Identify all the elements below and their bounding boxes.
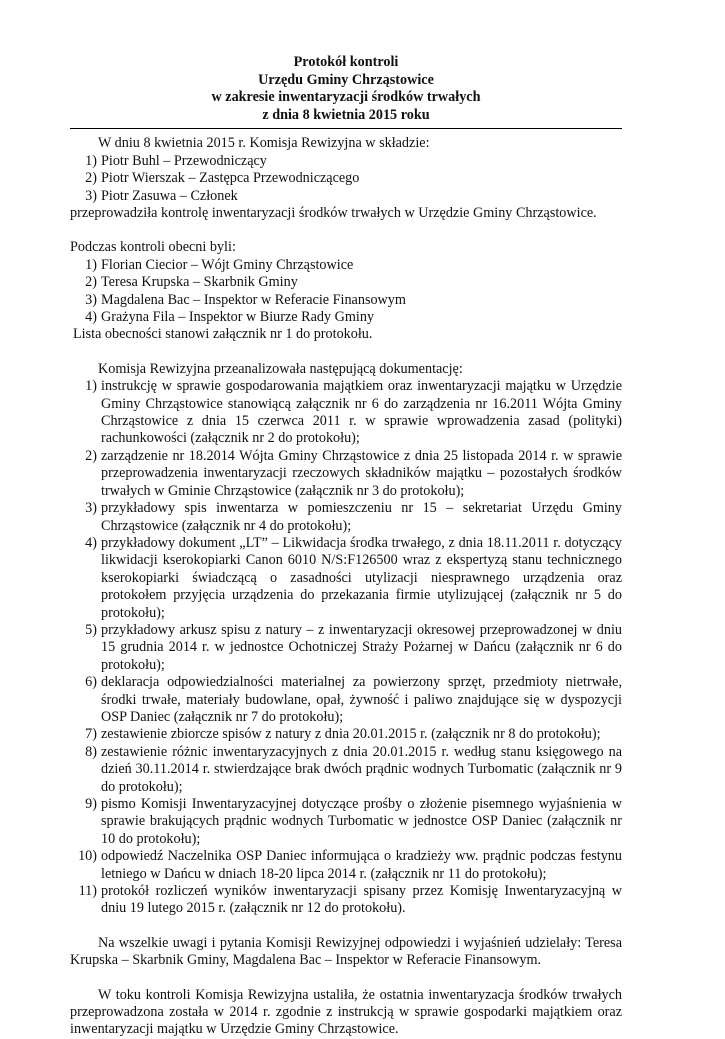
list-item <box>70 153 622 170</box>
item-text: przykładowy dokument „LT” – Likwidacja środka trwałego, z dnia 18.11.2011 r. dotyczący likwidacji kserokopiarki Canon 6010 N/S:F126500 wraz z ekspertyzą stanu technicznego kserokopiarki świadczącą o zasadności utylizacji niesprawnego urządzenia oraz protokołem przyjęcia urządzenia do przekazania firmie utylizującej (załącznik nr 5 do protokołu); <box>101 534 622 621</box>
intro-closing: przeprowadziła kontrolę inwentaryzacji środków trwałych w Urzędzie Gminy Chrząstowice. <box>70 205 597 221</box>
attendance-note: Lista obecności stanowi załącznik nr 1 do protokołu. <box>73 326 373 343</box>
item-text: Piotr Zasuwa – Członek <box>101 187 238 204</box>
item-number: 10) <box>78 848 97 865</box>
list-item <box>70 309 622 326</box>
document-page <box>70 54 622 1039</box>
item-text: Magdalena Bac – Inspektor w Referacie Finansowym <box>101 291 406 308</box>
item-number: 8) <box>85 743 97 760</box>
item-number: 7) <box>85 726 97 743</box>
list-item <box>70 257 622 274</box>
list-item <box>70 848 622 883</box>
item-text: przykładowy arkusz spisu z natury – z inwentaryzacji okresowej przeprowadzonej w dniu 15 grudnia 2014 r. w jednostce Ochotniczej Straży Pożarnej w Dańcu (załącznik nr 6 do protokołu); <box>101 621 622 673</box>
item-number: 1) <box>85 256 97 273</box>
list-item <box>70 500 622 535</box>
item-text: zestawienie zbiorcze spisów z natury z dnia 20.01.2015 r. (załącznik nr 8 do protokołu); <box>101 726 601 743</box>
explanations-paragraph: Na wszelkie uwagi i pytania Komisji Rewizyjnej odpowiedzi i wyjaśnień udzielały: Teresa Krupska – Skarbnik Gminy, Magdalena Bac – Inspektor w Referacie Finansowym. <box>70 934 622 969</box>
item-text: Teresa Krupska – Skarbnik Gminy <box>101 274 298 291</box>
item-text: zestawienie różnic inwentaryzacyjnych z dnia 20.01.2015 r. według stanu księgowego na dzień 30.11.2014 r. stwierdzające brak dwóch prądnic wodnych Turbomatic (załącznik nr 9 do protokołu); <box>101 743 622 795</box>
list-item <box>70 622 622 674</box>
list-item <box>70 726 622 743</box>
item-number: 4) <box>85 534 97 551</box>
title-line: w zakresie inwentaryzacji środków trwałych <box>211 89 481 106</box>
list-item <box>70 796 622 848</box>
item-text: Piotr Wierszak – Zastępca Przewodniczącego <box>101 170 360 187</box>
item-text: Piotr Buhl – Przewodniczący <box>101 152 267 169</box>
list-item <box>70 274 622 291</box>
item-text: zarządzenie nr 18.2014 Wójta Gminy Chrząstowice z dnia 25 listopada 2014 r. w sprawie przeprowadzenia inwentaryzacji rzeczowych składników majątku – pozostałych środków trwałych w Gminie Chrząstowice (załącznik nr 3 do protokołu); <box>101 447 622 499</box>
list-item <box>70 170 622 187</box>
item-text: pismo Komisji Inwentaryzacyjnej dotyczące prośby o złożenie pisemnego wyjaśnienia w sprawie brakujących prądnic wodnych Turbomatic w jednostce OSP Daniec (załącznik nr 10 do protokołu); <box>101 796 622 847</box>
item-number: 2) <box>85 447 97 464</box>
attendance-heading: Podczas kontroli obecni byli: <box>70 239 236 256</box>
item-text: deklaracja odpowiedzialności materialnej za powierzony sprzęt, przedmioty nietrwałe, środki trwałe, materiały budowlane, opał, żywność i paliwo znajdujące się w dyspozycji OSP Daniec (załącznik nr 7 do protokołu); <box>101 674 622 725</box>
list-item <box>70 883 622 918</box>
item-number: 3) <box>85 187 97 204</box>
attendance-list <box>70 257 622 327</box>
list-item <box>70 188 622 205</box>
title-line: Protokół kontroli <box>293 54 399 70</box>
item-text: protokół rozliczeń wyników inwentaryzacji spisany przez Komisję Inwentaryzacyjną w dniu 19 lutego 2015 r. (załącznik nr 12 do protokołu). <box>101 883 622 917</box>
documentation-list <box>70 378 622 918</box>
list-item <box>70 674 622 726</box>
list-item <box>70 744 622 796</box>
item-number: 1) <box>85 378 97 395</box>
item-number: 9) <box>85 796 97 812</box>
item-text: odpowiedź Naczelnika OSP Daniec informująca o kradzieży ww. prądnic podczas festynu letniego w Dańcu w dniach 18-20 lipca 2014 r. (załącznik nr 11 do protokołu); <box>101 848 622 882</box>
list-item <box>70 448 622 500</box>
item-number: 6) <box>85 674 97 691</box>
item-text: przykładowy spis inwentarza w pomieszczeniu nr 15 – sekretariat Urzędu Gminy Chrząstowice (załącznik nr 4 do protokołu); <box>101 500 622 534</box>
item-number: 2) <box>85 170 97 187</box>
findings-paragraph: W toku kontroli Komisja Rewizyjna ustaliła, że ostatnia inwentaryzacja środków trwałych przeprowadzona została w 2014 r. zgodnie z instrukcją w sprawie gospodarki majątkiem oraz inwentaryzacji majątku w Urzędzie Gminy Chrząstowice. <box>70 986 622 1038</box>
item-text: Grażyna Fila – Inspektor w Biurze Rady Gminy <box>101 309 375 326</box>
list-item <box>70 535 622 622</box>
item-text: instrukcję w sprawie gospodarowania majątkiem oraz inwentaryzacji majątku w Urzędzie Gminy Chrząstowice stanowiącą załącznik nr 6 do zarządzenia nr 16.2011 Wójta Gminy Chrząstowice z dnia 15 czerwca 2011 r. w sprawie wprowadzenia zasad (polityki) rachunkowości (załącznik nr 2 do protokołu); <box>101 378 622 447</box>
title-line: Urzędu Gminy Chrząstowice <box>258 71 434 88</box>
document-title <box>70 54 622 124</box>
intro-opening: W dniu 8 kwietnia 2015 r. Komisja Rewizyjna w składzie: <box>98 135 430 152</box>
item-number: 1) <box>85 152 97 169</box>
title-line: z dnia 8 kwietnia 2015 roku <box>262 106 430 123</box>
item-number: 4) <box>85 309 97 326</box>
title-divider <box>70 128 622 129</box>
documentation-heading: Komisja Rewizyjna przeanalizowała następującą dokumentację: <box>98 360 463 377</box>
item-text: Florian Ciecior – Wójt Gminy Chrząstowice <box>101 256 354 273</box>
list-item <box>70 292 622 309</box>
list-item <box>70 378 622 448</box>
item-number: 11) <box>78 883 97 900</box>
item-number: 3) <box>85 500 97 517</box>
item-number: 5) <box>85 621 97 638</box>
item-number: 3) <box>85 291 97 308</box>
item-number: 2) <box>85 274 97 291</box>
commission-members-list <box>70 153 622 205</box>
